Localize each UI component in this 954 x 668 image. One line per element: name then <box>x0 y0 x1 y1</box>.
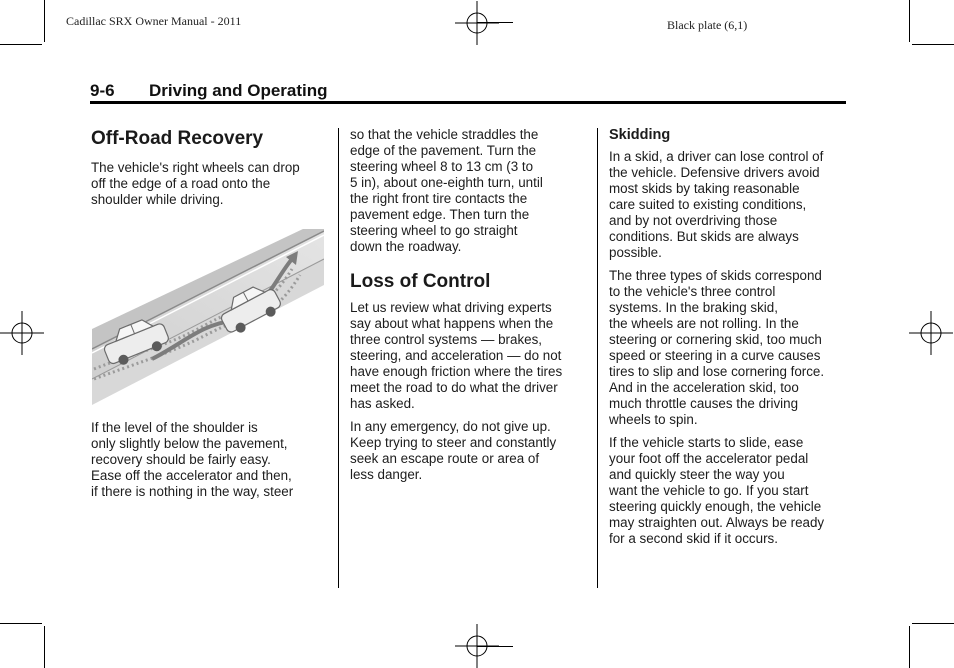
crop-mark-icon <box>912 623 954 624</box>
crop-mark-icon <box>477 22 513 23</box>
print-header-right: Black plate (6,1) <box>667 18 748 32</box>
column-divider <box>338 128 339 588</box>
crop-mark-icon <box>912 44 954 45</box>
paragraph: The vehicle's right wheels can drop off the edge of a road onto the shoulder while driving. <box>91 160 300 207</box>
registration-mark-icon <box>455 1 499 45</box>
column-1 <box>91 128 331 215</box>
heading-skidding: Skidding <box>609 127 671 143</box>
heading-loss-of-control: Loss of Control <box>350 271 491 292</box>
road-recovery-illustration <box>92 229 324 405</box>
crop-mark-icon <box>477 646 513 647</box>
crop-mark-icon <box>44 0 45 42</box>
paragraph: The three types of skids correspond to the vehicle's three control systems. In the braking skid, the wheels are not rolling. In the steering or cornering skid, too much speed or steering in a curve causes tires to slip and lose cornering force. And in the acceleration skid, too much throttle causes the driving wheels to spin. <box>609 268 825 427</box>
crop-mark-icon <box>909 0 910 42</box>
page-number: 9-6 <box>90 81 115 100</box>
section-title: Driving and Operating <box>149 81 328 100</box>
paragraph: In any emergency, do not give up. Keep trying to steer and constantly seek an escape route or area of less danger. <box>350 419 557 482</box>
crop-mark-icon <box>0 44 42 45</box>
crop-mark-icon <box>909 626 910 668</box>
heading-off-road-recovery: Off-Road Recovery <box>91 128 264 149</box>
crop-mark-icon <box>44 626 45 668</box>
registration-mark-icon <box>909 311 953 355</box>
paragraph: Let us review what driving experts say about what happens when the three control systems — brakes, steering, and acceleration — do not have enough friction where the tires meet the road to do what the driver has asked. <box>350 300 563 411</box>
column-divider <box>597 128 598 588</box>
paragraph: In a skid, a driver can lose control of the vehicle. Defensive drivers avoid most skids by taking reasonable care suited to existing conditions, and by not overdriving those conditions. But skids are always possible. <box>609 149 824 260</box>
crop-mark-icon <box>0 623 42 624</box>
column-3 <box>609 127 849 554</box>
registration-mark-icon <box>0 311 44 355</box>
paragraph: If the vehicle starts to slide, ease your foot off the accelerator pedal and quickly steer the way you want the vehicle to go. If you start steering quickly enough, the vehicle may straighten out. Always be ready for a second skid if it occurs. <box>609 435 825 546</box>
column-2 <box>350 127 590 490</box>
header-rule <box>90 101 846 104</box>
paragraph: If the level of the shoulder is only slightly below the pavement, recovery should be fairly easy. Ease off the accelerator and then, if there is nothing in the way, steer <box>91 420 294 499</box>
print-header-left: Cadillac SRX Owner Manual - 2011 <box>66 14 242 28</box>
paragraph: so that the vehicle straddles the edge of the pavement. Turn the steering wheel 8 to 13 cm (3 to 5 in), about one-eighth turn, until the right front tire contacts the pavement edge. Then turn the steering wheel to go straight down the roadway. <box>350 127 543 254</box>
column-1-continued <box>91 420 331 507</box>
